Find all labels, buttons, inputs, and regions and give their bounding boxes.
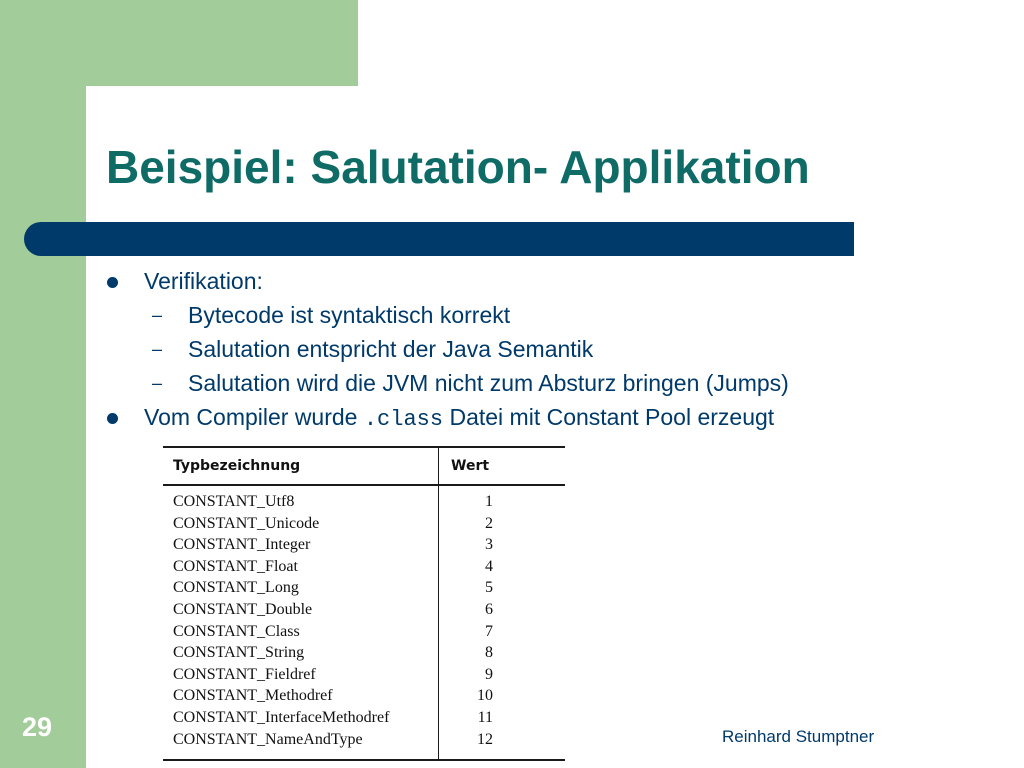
table-row: [163, 514, 565, 536]
table-row: [163, 622, 565, 644]
cell-value: 6: [485, 600, 493, 618]
cell-value: 4: [485, 557, 493, 575]
table-header: [163, 448, 565, 486]
cell-type: CONSTANT_Fieldref: [173, 665, 316, 683]
cell-value: 8: [485, 644, 493, 662]
cell-value: 2: [485, 514, 493, 532]
table-row: [163, 686, 565, 708]
cell-value: 10: [477, 687, 493, 705]
cell-value: 9: [485, 665, 493, 683]
author-footer: Reinhard Stumptner: [722, 727, 875, 746]
cell-type: CONSTANT_Double: [173, 600, 313, 618]
cell-value: 7: [485, 622, 493, 640]
table-row: [163, 535, 565, 557]
dash-icon: –: [152, 305, 163, 325]
cell-type: CONSTANT_Utf8: [173, 493, 295, 510]
sub-bullet-item: [104, 298, 1004, 332]
dash-icon: –: [152, 373, 163, 393]
table-row: [163, 643, 565, 665]
cell-type: CONSTANT_Float: [173, 557, 298, 575]
bullet-text-part: Vom Compiler wurde: [144, 404, 364, 430]
sub-bullet-item: [104, 332, 1004, 366]
cell-type: CONSTANT_Unicode: [173, 514, 320, 532]
cell-type: CONSTANT_NameAndType: [173, 730, 363, 748]
cell-value: 12: [477, 730, 493, 748]
slide-number: 29: [22, 712, 53, 742]
table-row: [163, 557, 565, 579]
table-body: [163, 486, 565, 759]
header-value: Wert: [451, 458, 490, 474]
cell-type: CONSTANT_InterfaceMethodref: [173, 708, 390, 726]
table-row: [163, 578, 565, 600]
bullet-text: [144, 400, 774, 437]
sub-bullet-text: Salutation wird die JVM nicht zum Absturz bringen (Jumps): [188, 370, 789, 396]
cell-type: CONSTANT_String: [173, 644, 305, 662]
slide-title: Beispiel: Salutation- Applikation: [106, 141, 810, 193]
cell-value: 11: [477, 708, 493, 726]
title-underline-bar: [24, 222, 854, 256]
cell-type: CONSTANT_Methodref: [173, 687, 333, 705]
dash-icon: –: [152, 339, 163, 359]
bullet-list: [104, 264, 1004, 434]
sub-bullet-text: Salutation entspricht der Java Semantik: [188, 336, 594, 362]
code-snippet: .class: [363, 407, 444, 432]
bullet-text-part: Datei mit Constant Pool erzeugt: [443, 404, 775, 430]
cell-type: CONSTANT_Long: [173, 579, 299, 597]
bullet-text: Verifikation:: [144, 268, 263, 294]
bullet-dot-icon: [107, 413, 118, 424]
cell-value: 5: [485, 579, 493, 597]
header-type: Typbezeichnung: [173, 458, 301, 474]
table-row: [163, 600, 565, 622]
bullet-item: [104, 264, 1004, 298]
cell-value: 3: [485, 536, 493, 554]
cell-type: CONSTANT_Class: [173, 622, 300, 640]
bullet-dot-icon: [107, 277, 118, 288]
cell-type: CONSTANT_Integer: [173, 536, 311, 554]
table-row: [163, 708, 565, 730]
table-row: [163, 730, 565, 752]
constant-pool-table: [163, 446, 565, 761]
green-background-left: [0, 0, 86, 768]
bullet-item: [104, 400, 1004, 434]
cell-value: 1: [485, 493, 493, 510]
table-row: [163, 665, 565, 687]
sub-bullet-item: [104, 366, 1004, 400]
sub-bullet-text: Bytecode ist syntaktisch korrekt: [188, 302, 511, 328]
table-row: [163, 492, 565, 514]
